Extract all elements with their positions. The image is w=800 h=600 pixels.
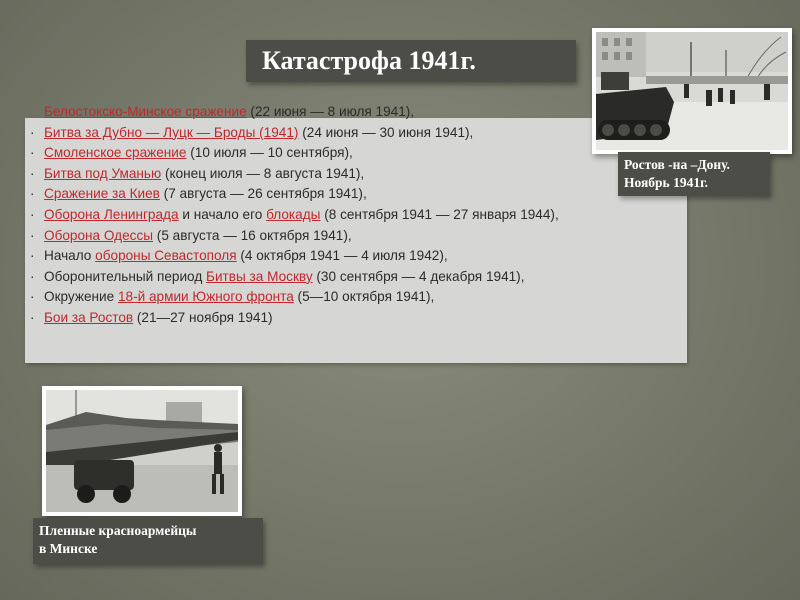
bullet: ·	[30, 289, 35, 305]
slide-title: Катастрофа 1941г.	[246, 40, 576, 82]
list-item: · Бои за Ростов (21—27 ноября 1941)	[30, 308, 690, 329]
list-item: · Смоленское сражение (10 июля — 10 сентября),	[30, 143, 690, 164]
battle-link[interactable]: Битвы за Москву	[206, 268, 313, 284]
list-item: · Оборона Ленинграда и начало его блокады (8 сентября 1941 — 27 января 1944),	[30, 205, 690, 226]
bullet: ·	[30, 206, 35, 222]
battle-link[interactable]: Оборона Ленинграда	[44, 206, 179, 222]
list-item: · Окружение 18-й армии Южного фронта (5—10 октября 1941),	[30, 287, 690, 308]
minsk-pow-photo-image	[46, 390, 238, 512]
battle-link[interactable]: Оборона Одессы	[44, 227, 154, 243]
bullet: ·	[30, 124, 35, 140]
bullet: ·	[30, 227, 35, 243]
bullet: ·	[30, 186, 35, 202]
list-item: Белостокско-Минское сражение (22 июня — 8 июля 1941),	[44, 104, 415, 119]
battle-list	[30, 102, 690, 329]
battle-link[interactable]: Смоленское сражение	[44, 145, 187, 161]
bullet: ·	[30, 268, 35, 284]
minsk-pow-photo	[42, 386, 242, 516]
list-item: · Битва под Уманью (конец июля — 8 августа 1941),	[30, 164, 690, 185]
battle-link[interactable]: блокады	[266, 206, 321, 222]
battle-link[interactable]: Сражение за Киев	[44, 186, 160, 202]
bullet: ·	[30, 309, 35, 325]
list-item: · Битва за Дубно — Луцк — Броды (1941) (24 июня — 30 июня 1941),	[30, 123, 690, 144]
battle-link[interactable]: Бои за Ростов	[44, 309, 134, 325]
list-item: · Сражение за Киев (7 августа — 26 сентября 1941),	[30, 184, 690, 205]
bullet: ·	[30, 248, 35, 264]
rostov-photo-caption: Ростов -на –Дону. Ноябрь 1941г.	[618, 152, 770, 196]
rostov-photo	[592, 28, 792, 154]
bullet: ·	[30, 165, 35, 181]
battle-link[interactable]: 18-й армии Южного фронта	[117, 289, 294, 305]
battle-link[interactable]: Битва за Дубно — Луцк — Броды (1941)	[44, 124, 299, 140]
list-item: · Оборона Одессы (5 августа — 16 октября 1941),	[30, 226, 690, 247]
minsk-photo-caption: Пленные красноармейцы в Минске	[33, 518, 263, 564]
rostov-photo-image	[596, 32, 788, 150]
battle-link[interactable]: обороны Севастополя	[95, 248, 237, 264]
list-item: · Начало обороны Севастополя (4 октября 1941 — 4 июля 1942),	[30, 246, 690, 267]
battle-link[interactable]: Белостокско-Минское сражение	[44, 104, 247, 119]
list-item: · Оборонительный период Битвы за Москву (30 сентября — 4 декабря 1941),	[30, 267, 690, 288]
bullet: ·	[30, 145, 35, 161]
battle-link[interactable]: Битва под Уманью	[44, 165, 162, 181]
